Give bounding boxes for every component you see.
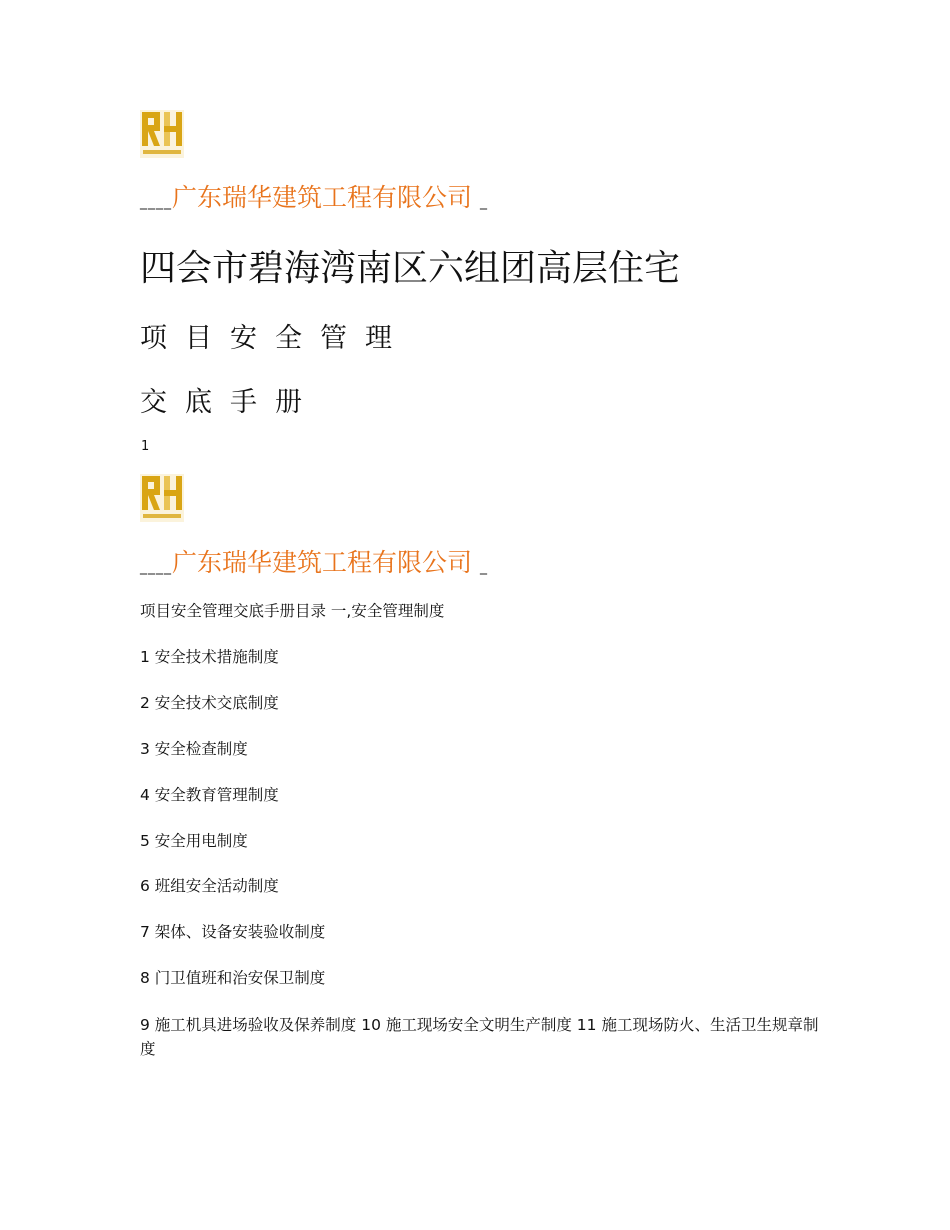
toc-item: 8 门卫值班和治安保卫制度 <box>140 969 326 987</box>
manual-title-line1: 项目安全管理 <box>140 323 410 354</box>
toc-item: 1 安全技术措施制度 <box>140 648 279 666</box>
company-name: 广东瑞华建筑工程有限公司 <box>172 183 473 212</box>
toc-heading: 项目安全管理交底手册目录 一,安全管理制度 <box>140 602 445 620</box>
company-name-2: 广东瑞华建筑工程有限公司 <box>172 548 473 577</box>
toc-item: 3 安全检查制度 <box>140 740 248 758</box>
logo-graphic-2 <box>140 474 184 522</box>
project-title: 四会市碧海湾南区六组团高层住宅 <box>140 248 681 289</box>
toc-item: 5 安全用电制度 <box>140 832 248 850</box>
manual-title-line2: 交底手册 <box>140 387 320 418</box>
company-suffix: _ <box>479 194 488 210</box>
company-prefix: ____ <box>140 194 172 210</box>
company-line <box>140 178 488 214</box>
toc-item: 6 班组安全活动制度 <box>140 877 279 895</box>
company-prefix-2: ____ <box>140 559 172 575</box>
company-logo <box>140 110 184 158</box>
toc-item: 7 架体、设备安装验收制度 <box>140 923 326 941</box>
toc-item: 4 安全教育管理制度 <box>140 786 279 804</box>
toc-item-wrapped: 9 施工机具进场验收及保养制度 10 施工现场安全文明生产制度 11 施工现场防火、生活卫生规章制度 <box>140 1016 819 1058</box>
page-number: 1 <box>141 439 150 454</box>
company-line-2 <box>140 543 488 579</box>
toc-item: 2 安全技术交底制度 <box>140 694 279 712</box>
company-logo-2 <box>140 474 184 522</box>
company-suffix-2: _ <box>479 559 488 575</box>
logo-graphic <box>140 110 184 158</box>
